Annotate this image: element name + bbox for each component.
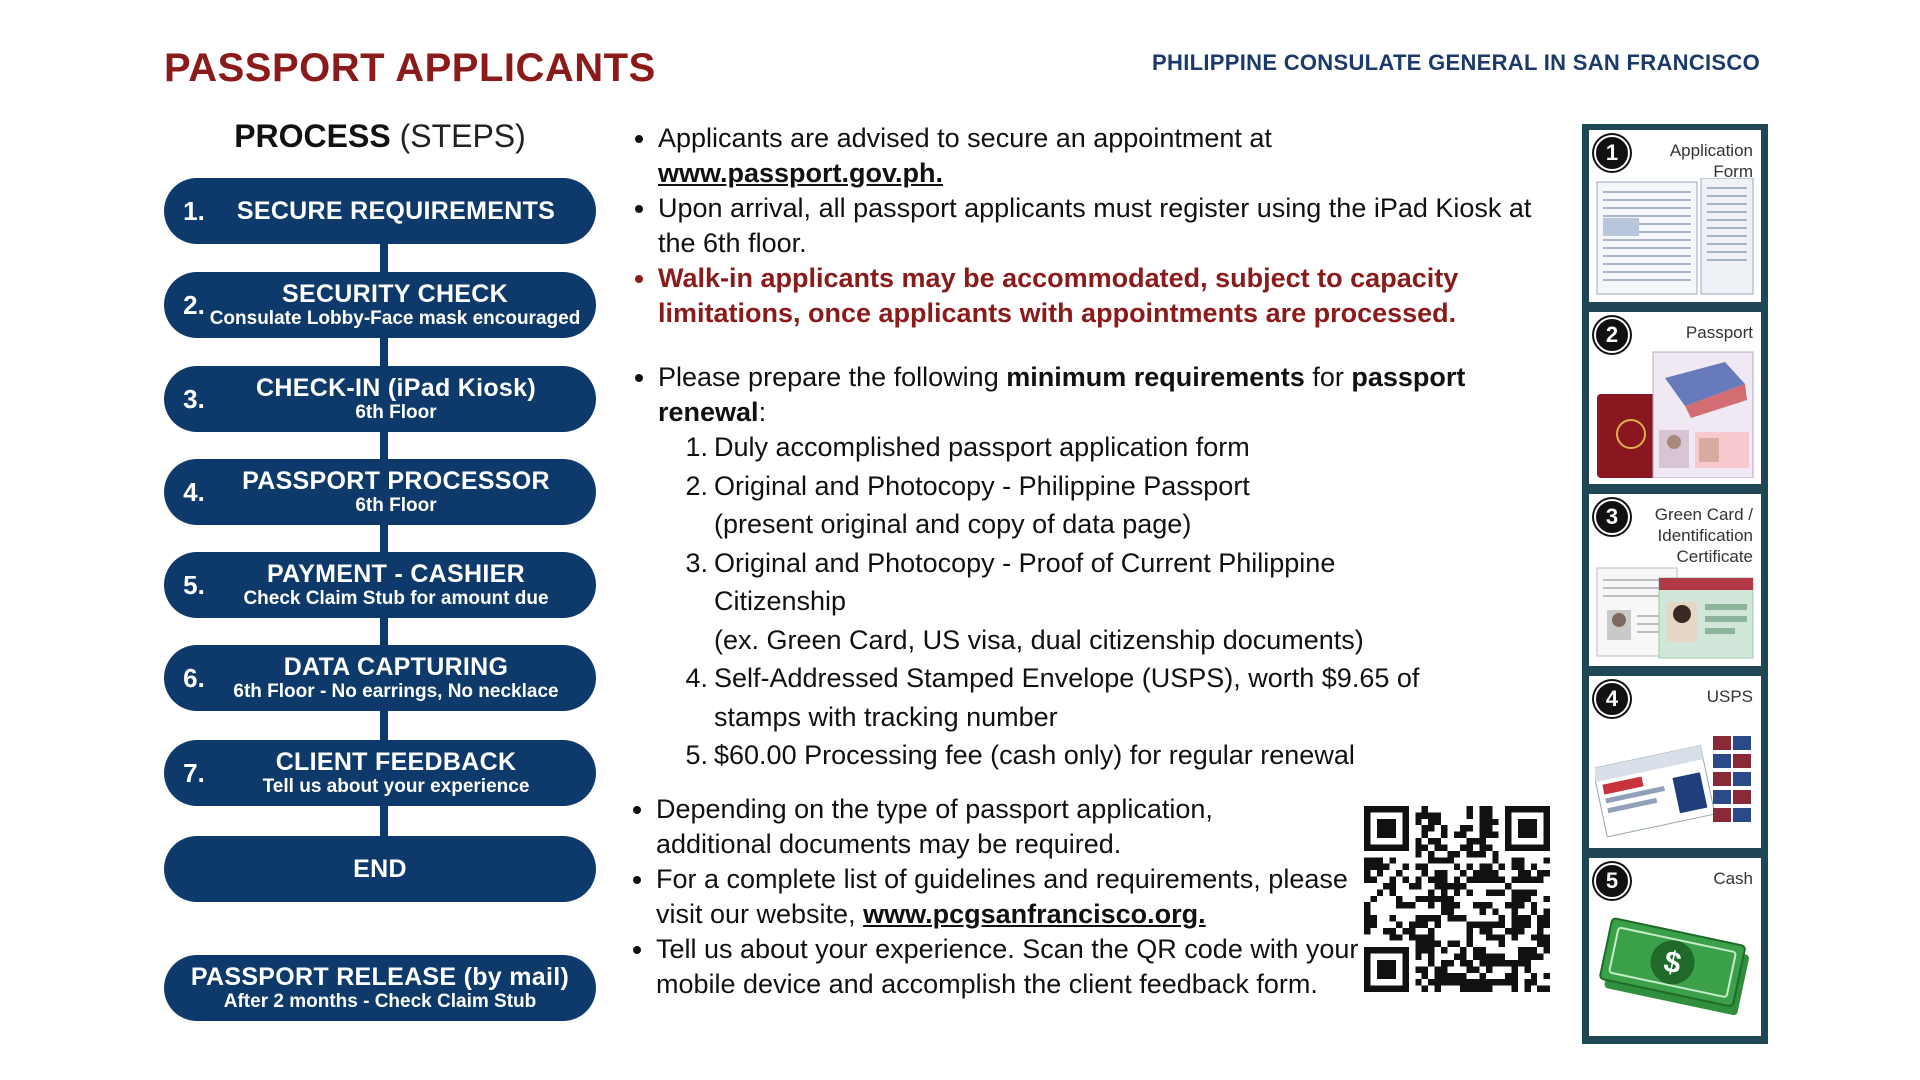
step-title: PASSPORT PROCESSOR xyxy=(242,467,550,495)
card-label xyxy=(1686,322,1753,343)
info-bottom-bullets xyxy=(630,792,1359,1002)
usps-envelope-icon xyxy=(1595,722,1755,842)
step-number: 2. xyxy=(183,290,205,320)
step-title: PAYMENT - CASHIER xyxy=(267,560,525,588)
bullet-walk-in: Walk-in applicants may be accommodated, subject to capacity limitations, once applicants with appointments are processed. xyxy=(632,261,1548,331)
card-label-line: Passport xyxy=(1685,323,1753,342)
card-label xyxy=(1655,504,1753,567)
step-title: CHECK-IN (iPad Kiosk) xyxy=(256,374,536,402)
req-intro-pre: Please prepare the following xyxy=(658,362,999,392)
requirements-intro-text xyxy=(632,360,1532,430)
card-label-line: Cash xyxy=(1713,869,1753,888)
bullet-appointment xyxy=(632,121,1532,191)
list-item-text: Original and Photocopy - Proof of Current Philippine Citizenship xyxy=(714,547,1336,616)
card-green-card xyxy=(1589,494,1761,666)
list-item-text: $60.00 Processing fee (cash only) for regular renewal xyxy=(714,740,1355,770)
card-number: 1 xyxy=(1594,135,1630,171)
card-label-line: USPS xyxy=(1706,687,1753,706)
card-label-line: Identification xyxy=(1657,526,1753,545)
step-number: 5. xyxy=(183,570,205,600)
card-label-line: Application xyxy=(1669,141,1753,160)
step-number: 4. xyxy=(183,477,205,507)
dollar-sign-icon: $ xyxy=(1660,944,1685,981)
list-item-text: Original and Photocopy - Philippine Passport xyxy=(714,470,1250,501)
list-item-subtext: (present original and copy of data page) xyxy=(714,509,1192,539)
list-item-text: Duly accomplished passport application form xyxy=(714,432,1250,462)
list-item-text: Self-Addressed Stamped Envelope (USPS), worth $9.65 of stamps with tracking number xyxy=(714,663,1420,732)
list-item xyxy=(678,544,1498,660)
card-label-line: Green Card / xyxy=(1654,505,1753,524)
process-step-5 xyxy=(164,552,596,618)
passport-icon xyxy=(1595,348,1755,478)
step-subtitle: 6th Floor xyxy=(355,402,437,423)
bullet-register: Upon arrival, all passport applicants must register using the iPad Kiosk at the 6th floor. xyxy=(632,191,1548,261)
application-form-icon xyxy=(1595,178,1755,296)
card-number: 4 xyxy=(1594,681,1630,717)
list-item xyxy=(678,659,1498,736)
feedback-qr-code[interactable] xyxy=(1364,806,1550,992)
card-label-line: Certificate xyxy=(1676,547,1753,566)
list-item xyxy=(678,736,1498,775)
page-title: PASSPORT APPLICANTS xyxy=(164,46,656,90)
req-intro-mid: for xyxy=(1312,362,1344,392)
step-title: DATA CAPTURING xyxy=(283,653,509,681)
release-subtitle: After 2 months - Check Claim Stub xyxy=(223,991,537,1012)
step-subtitle: Consulate Lobby-Face mask encouraged xyxy=(209,308,581,329)
bullet-website xyxy=(630,862,1356,932)
step-title: SECURITY CHECK xyxy=(282,280,508,308)
list-item-number: 3. xyxy=(685,547,708,578)
list-item-subtext: (ex. Green Card, US visa, dual citizenship documents) xyxy=(714,624,1364,655)
list-item-number: 5. xyxy=(685,740,708,770)
passport-gov-link[interactable]: www.passport.gov.ph. xyxy=(658,158,944,188)
website-text: For a complete list of guidelines and requirements, please visit our website, xyxy=(656,864,1348,929)
green-card-icon xyxy=(1595,564,1755,660)
list-item-number: 1. xyxy=(685,432,708,462)
process-step-1 xyxy=(164,178,596,244)
appointment-text: Applicants are advised to secure an appointment at xyxy=(658,123,1272,153)
card-label-line: Form xyxy=(1713,162,1753,181)
process-step-4 xyxy=(164,459,596,525)
card-label xyxy=(1713,868,1753,889)
bullet-requirements-intro xyxy=(632,360,1532,430)
process-step-7 xyxy=(164,740,596,806)
process-step-6 xyxy=(164,645,596,711)
step-subtitle: Tell us about your experience xyxy=(262,776,530,797)
list-item-number: 2. xyxy=(685,470,708,501)
req-intro-bold-1: minimum requirements xyxy=(1006,362,1305,392)
requirements-cards-panel xyxy=(1582,124,1768,1044)
card-usps xyxy=(1589,676,1761,848)
bullet-feedback: Tell us about your experience. Scan the QR code with your mobile device and accomplish the client feedback form. xyxy=(630,932,1376,1002)
step-subtitle: 6th Floor - No earrings, No necklace xyxy=(233,681,559,702)
bullet-additional-docs: Depending on the type of passport application, additional documents may be required. xyxy=(630,792,1296,862)
card-passport xyxy=(1589,312,1761,484)
req-intro-post: : xyxy=(758,397,767,427)
card-label xyxy=(1707,686,1753,707)
step-title: SECURE REQUIREMENTS xyxy=(236,197,556,225)
step-number: 7. xyxy=(183,758,205,788)
step-subtitle: Check Claim Stub for amount due xyxy=(243,588,549,609)
cash-money-icon xyxy=(1595,910,1755,1030)
process-end xyxy=(164,836,596,902)
requirements-list xyxy=(678,428,1498,775)
card-number: 2 xyxy=(1594,317,1630,353)
process-step-3 xyxy=(164,366,596,432)
step-number: 3. xyxy=(183,384,205,414)
process-heading-bold: PROCESS xyxy=(234,118,391,154)
end-label: END xyxy=(353,855,407,883)
card-number: 5 xyxy=(1594,863,1630,899)
passport-release xyxy=(164,955,596,1021)
process-heading xyxy=(164,118,596,155)
step-number: 6. xyxy=(183,663,205,693)
card-number: 3 xyxy=(1594,499,1630,535)
list-item xyxy=(678,467,1498,544)
info-top-bullets xyxy=(632,121,1532,331)
req-intro-bold-2: passport renewal xyxy=(658,362,1466,427)
step-title: CLIENT FEEDBACK xyxy=(275,748,517,776)
consulate-name: PHILIPPINE CONSULATE GENERAL IN SAN FRANCISCO xyxy=(1152,50,1760,75)
card-label xyxy=(1670,140,1753,182)
release-title: PASSPORT RELEASE (by mail) xyxy=(190,963,570,991)
card-cash xyxy=(1589,858,1761,1036)
process-step-2 xyxy=(164,272,596,338)
step-subtitle: 6th Floor xyxy=(355,495,437,516)
card-application-form xyxy=(1589,130,1761,302)
process-heading-light: (STEPS) xyxy=(399,118,526,154)
list-item-number: 4. xyxy=(685,663,708,693)
list-item xyxy=(678,428,1498,467)
pcg-website-link[interactable]: www.pcgsanfrancisco.org. xyxy=(863,899,1206,929)
step-number: 1. xyxy=(183,196,205,226)
